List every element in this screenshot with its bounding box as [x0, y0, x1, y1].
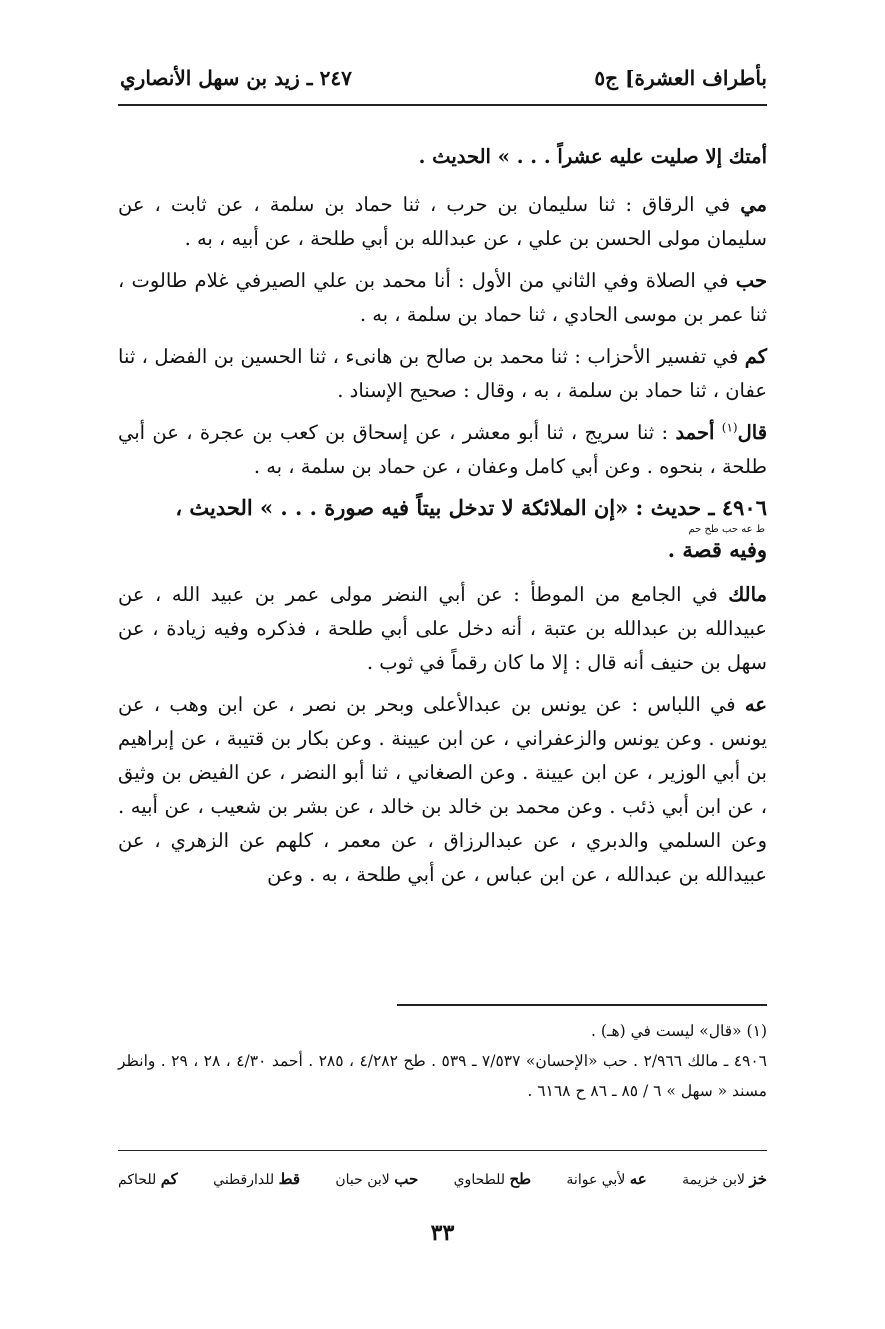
- hadith-sigla: ط عه حب طح حم: [688, 524, 765, 535]
- paragraph-malik: [118, 578, 767, 680]
- footnotes: [118, 1016, 767, 1106]
- abbrev-name: للطحاوي: [453, 1172, 505, 1188]
- paragraph-text: في الصلاة وفي الثاني من الأول : أنا محمد بن علي الصيرفي غلام طالوت ، ثنا عمر بن موسى الحادي ، ثنا حماد بن سلمة ، به .: [118, 269, 767, 326]
- hadith-heading-tail: وفيه قصة .: [667, 537, 767, 562]
- running-header: [120, 58, 767, 98]
- header-book-title: بأطراف العشرة] ج٥: [594, 66, 767, 90]
- abbrev-code: حب: [394, 1170, 419, 1188]
- abbreviation-key: [118, 1164, 767, 1194]
- abbrev-item: [682, 1170, 767, 1188]
- source-code: مي: [740, 193, 767, 216]
- abbrev-code: عه: [629, 1170, 647, 1188]
- paragraph-abu-awana: [118, 688, 767, 892]
- footnote-1: (١) «قال» ليست في (هـ) .: [591, 1022, 767, 1040]
- source-code: حب: [735, 269, 767, 292]
- source-code: كم: [744, 345, 767, 368]
- page-number: ٣٣: [430, 1220, 455, 1246]
- abbrev-item: [566, 1170, 646, 1188]
- paragraph-text: في اللباس : عن يونس بن عبدالأعلى وبحر بن نصر ، عن ابن وهب ، عن يونس . وعن يونس والزعفراني ، عن ابن عيينة . وعن بكار بن قتيبة ، عن إبراهيم بن أبي الوزير ، عن ابن عيينة . وعن الصغاني ، ثنا أبو النضر ، عن الفيض بن وثيق ، عن ابن أبي ذئب . وعن محمد بن خالد بن خالد ، عن بشر بن شعيب ، عن أبيه . وعن السلمي والدبري ، عن عبدالرزاق ، عن معمر ، كلهم عن الزهري ، عن عبيدالله بن عبدالله ، عن ابن عباس ، عن أبي طلحة ، به . وعن: [118, 693, 767, 886]
- source-code: أحمد: [675, 421, 715, 444]
- header-section-title: ٢٤٧ ـ زيد بن سهل الأنصاري: [120, 66, 352, 90]
- paragraph-darimi: [118, 188, 767, 256]
- abbrev-code: خز: [749, 1170, 767, 1188]
- paragraph-ibn-hibban: [118, 264, 767, 332]
- paragraph-ahmad: [118, 416, 767, 484]
- paragraph-hadith-end: [118, 140, 767, 174]
- abbrev-code: قط: [278, 1170, 301, 1188]
- footnote-references: ٤٩٠٦ ـ مالك ٢/٩٦٦ . حب «الإحسان» ٧/٥٣٧ ـ ٥٣٩ . طح ٤/٢٨٢ ، ٢٨٥ . أحمد ٤/٣٠ ، ٢٨ ، ٢٩ . وانظر مسند « سهل » ٦ / ٨٥ ـ ٨٦ ح ٦١٦٨ .: [118, 1052, 767, 1100]
- paragraph-text: في الرقاق : ثنا سليمان بن حرب ، ثنا حماد بن سلمة ، عن ثابت ، عن سليمان مولى الحسن بن علي ، عن عبدالله بن أبي طلحة ، عن أبيه ، به .: [118, 193, 767, 250]
- footnote-ref: (١): [721, 420, 738, 435]
- abbrev-name: لأبي عوانة: [566, 1172, 626, 1188]
- main-text: [118, 140, 767, 900]
- abbrev-name: للحاكم: [118, 1172, 157, 1188]
- abbrev-code: طح: [509, 1170, 532, 1188]
- abbrev-name: لابن حبان: [335, 1172, 390, 1188]
- footer-divider: [118, 1150, 767, 1151]
- abbrev-item: [335, 1170, 418, 1188]
- paragraph-text: في الجامع من الموطأ : عن أبي النضر مولى عمر بن عبيد الله ، عن عبيدالله بن عبدالله بن عتبة ، أنه دخل على أبي طلحة ، فذكره وفيه زيادة ، عن سهل بن حنيف أنه قال : إلا ما كان رقماً في ثوب .: [118, 583, 767, 674]
- footnote-divider: [397, 1004, 767, 1006]
- paragraph-text: : ثنا سريج ، ثنا أبو معشر ، عن إسحاق بن كعب بن عجرة ، عن أبي طلحة ، بنحوه . وعن أبي كامل وعفان ، عن حماد بن سلمة ، به .: [118, 421, 767, 478]
- header-divider: [118, 104, 767, 106]
- hadith-continuation: أمتك إلا صليت عليه عشراً . . . » الحديث .: [418, 145, 767, 168]
- source-code: مالك: [728, 583, 767, 606]
- paragraph-hakim: [118, 340, 767, 408]
- source-code: عه: [744, 693, 767, 716]
- abbrev-code: كم: [160, 1170, 178, 1188]
- abbrev-item: [213, 1170, 300, 1188]
- hadith-heading: ٤٩٠٦ ـ حديث : «إن الملائكة لا تدخل بيتاً فيه صورة . . . » الحديث ،: [175, 495, 767, 520]
- paragraph-text: في تفسير الأحزاب : ثنا محمد بن صالح بن هانىء ، ثنا الحسين بن الفضل ، ثنا عفان ، ثنا حماد بن سلمة ، به ، وقال : صحيح الإسناد .: [118, 345, 767, 402]
- abbrev-item: [454, 1170, 531, 1188]
- abbrev-name: لابن خزيمة: [682, 1172, 745, 1188]
- abbrev-item: [118, 1170, 178, 1188]
- source-prefix: قال: [737, 421, 768, 444]
- abbrev-name: للدارقطني: [213, 1172, 275, 1188]
